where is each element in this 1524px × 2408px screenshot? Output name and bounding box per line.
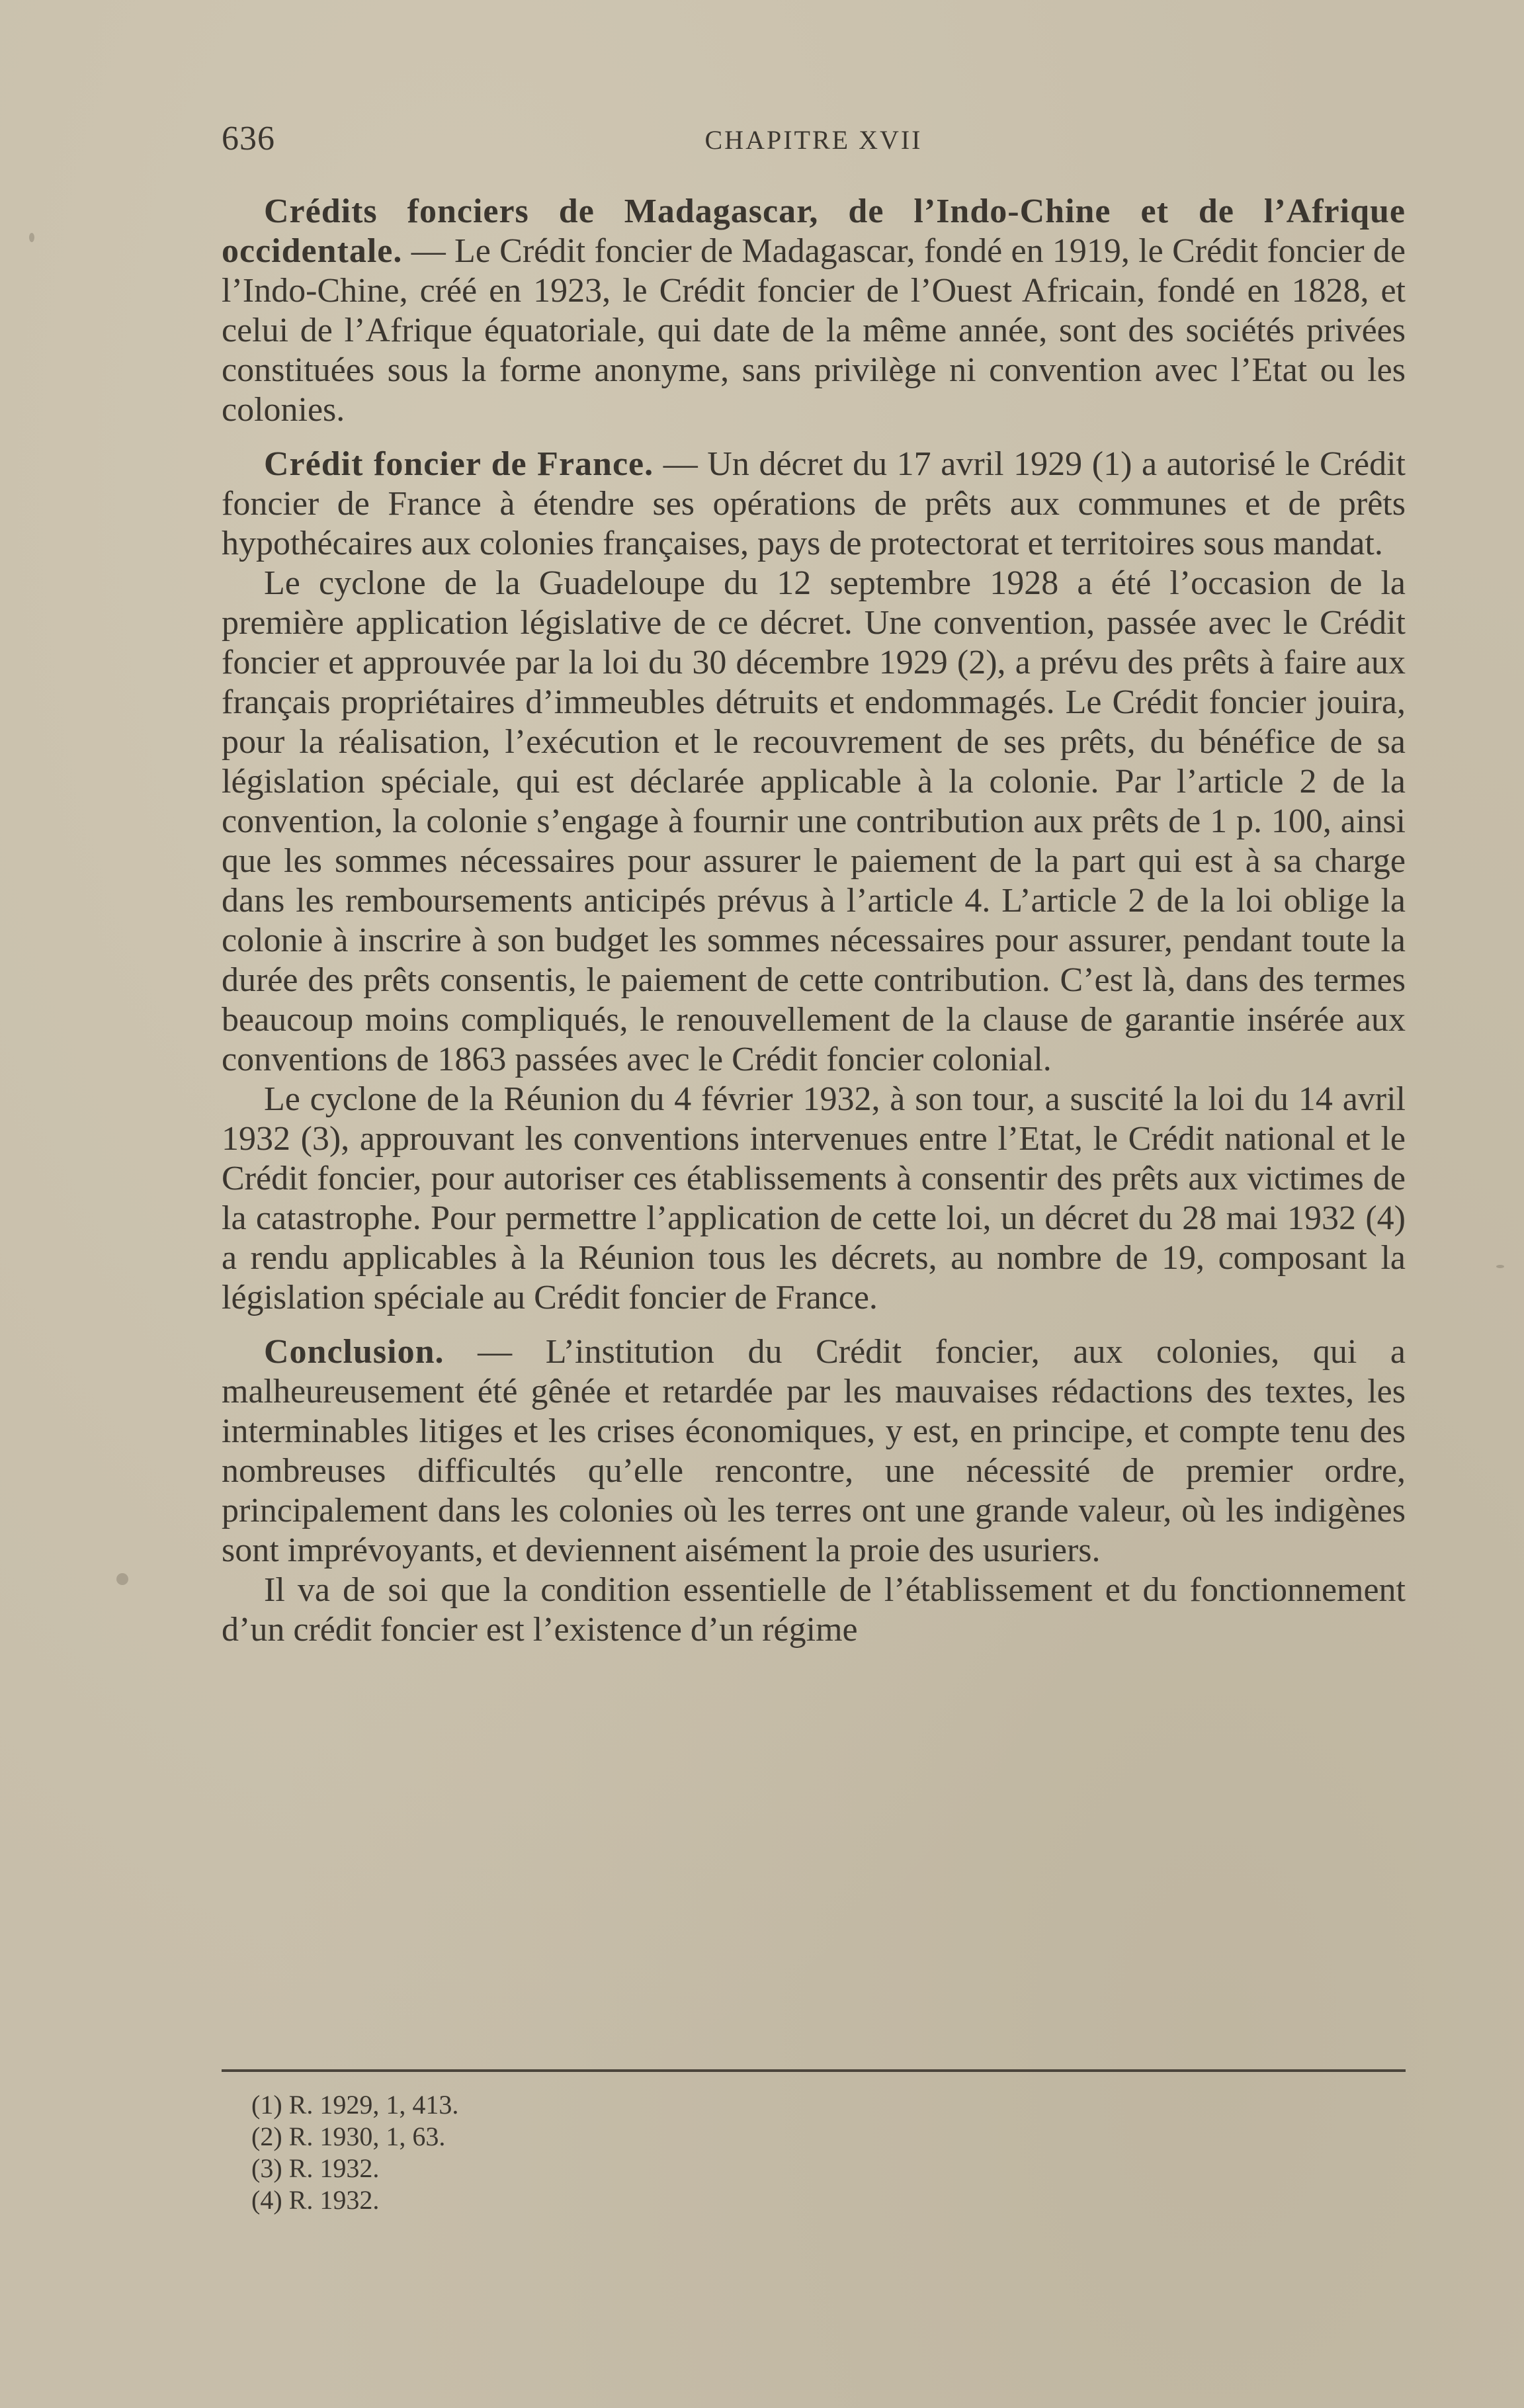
paragraph-text: Le cyclone de la Guadeloupe du 12 septembre 1928 a été l’occasion de la première application législative de ce décret. Une convention, passée avec le Crédit foncier et approuvée par la loi du 30 décembre 1929 (2), a prévu des prêts à faire aux français propriétaires d’immeubles détruits et endommagés. Le Crédit foncier jouira, pour la réalisation, l’exécution et le recouvrement de ses prêts, du bénéfice de sa législation spéciale, qui est déclarée applicable à la colonie. Par l’article 2 de la convention, la colonie s’engage à fournir une contribution aux prêts de 1 p. 100, ainsi que les sommes nécessaires pour assurer le paiement de la part qui est à sa charge dans les remboursements anticipés prévus à l’article 4. L’article 2 de la loi oblige la colonie à inscrire à son budget les sommes nécessaires pour assurer, pendant toute la durée des prêts consentis, le paiement de cette contribution. C’est là, dans des termes beaucoup moins compliqués, le renouvellement de la clause de garantie insérée aux conventions de 1863 passées avec le Crédit foncier colonial. bbox=[222, 564, 1406, 1078]
paragraph bbox=[222, 1570, 1406, 1650]
paragraph bbox=[222, 445, 1406, 564]
paragraph-text: — Un décret du 17 avril 1929 (1) a autorisé le Crédit foncier de France à étendre ses opérations de prêts aux communes et de prêts hypothécaires aux colonies françaises, pays de protectorat et territoires sous mandat. bbox=[222, 445, 1406, 562]
paragraph-text: — L’institution du Crédit foncier, aux colonies, qui a malheureusement été gênée et retardée par les mauvaises rédactions des textes, les interminables litiges et les crises économiques, y est, en principe, et compte tenu des nombreuses difficultés qu’elle rencontre, une nécessité de premier ordre, principalement dans les colonies où les terres ont une grande valeur, où les indigènes sont imprévoyants, et deviennent aisément la proie des usuriers. bbox=[222, 1333, 1406, 1569]
footnote: (4) R. 1932. bbox=[251, 2185, 380, 2215]
footnote: (2) R. 1930, 1, 63. bbox=[251, 2122, 446, 2151]
footnote: (1) R. 1929, 1, 413. bbox=[251, 2090, 459, 2120]
footnotes bbox=[251, 2089, 1045, 2216]
paragraph bbox=[222, 192, 1406, 430]
paper-spot bbox=[116, 1573, 128, 1585]
paragraph bbox=[222, 1332, 1406, 1570]
paragraph-text: — Le Crédit foncier de Madagascar, fondé en 1919, le Crédit foncier de l’Indo-Chine, créé en 1923, le Crédit foncier de l’Ouest Africain, fondé en 1828, et celui de l’Afrique équatoriale, qui date de la même année, sont des sociétés privées constituées sous la forme anonyme, sans privilège ni convention avec l’Etat ou les colonies. bbox=[222, 232, 1406, 429]
paragraph-text: Le cyclone de la Réunion du 4 février 1932, à son tour, a suscité la loi du 14 avril 1932 (3), approuvant les conventions intervenues entre l’Etat, le Crédit national et le Crédit foncier, pour autoriser ces établissements à consentir des prêts aux victimes de la catastrophe. Pour permettre l’application de cette loi, un décret du 28 mai 1932 (4) a rendu applicables à la Réunion tous les décrets, au nombre de 19, composant la législation spéciale au Crédit foncier de France. bbox=[222, 1080, 1406, 1316]
page-header bbox=[222, 119, 1406, 159]
paragraph bbox=[222, 564, 1406, 1080]
running-head: CHAPITRE XVII bbox=[704, 125, 923, 155]
page-number: 636 bbox=[222, 120, 275, 157]
paper-spot bbox=[1496, 1265, 1504, 1268]
section-heading: Crédits fonciers de Madagascar, de l’Indo-Chine et de l’Afrique occidentale. bbox=[222, 193, 1406, 270]
footnote: (3) R. 1932. bbox=[251, 2153, 380, 2183]
paragraph-text: Il va de soi que la condition essentielle de l’établissement et du fonctionnement d’un crédit foncier est l’existence d’un régime bbox=[222, 1571, 1406, 1649]
paragraph bbox=[222, 1080, 1406, 1318]
paper-spot bbox=[29, 233, 34, 242]
main-text bbox=[222, 192, 1406, 1650]
footnote-rule bbox=[222, 2069, 1406, 2072]
section-heading: Conclusion. bbox=[264, 1333, 444, 1371]
section-heading: Crédit foncier de France. bbox=[264, 445, 654, 483]
